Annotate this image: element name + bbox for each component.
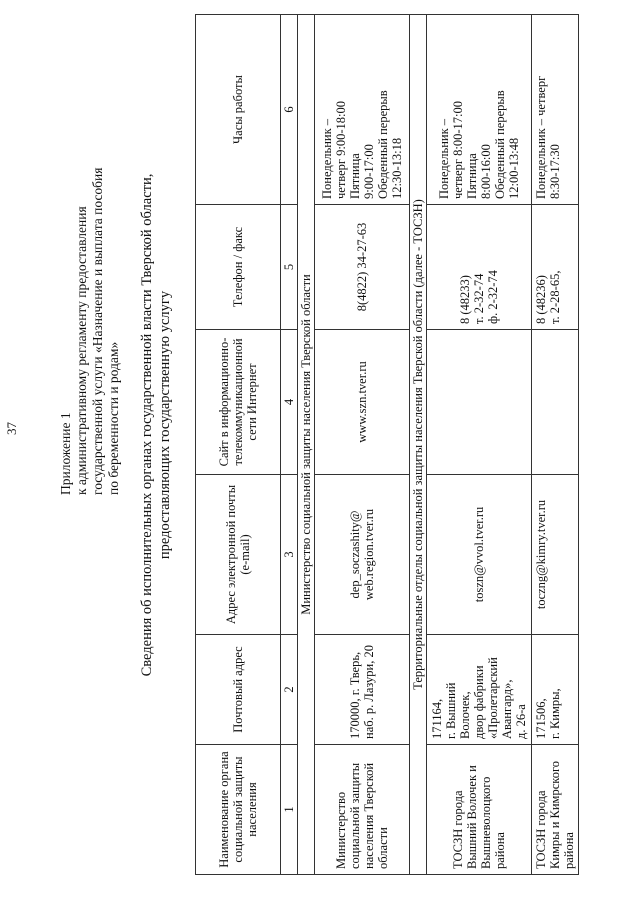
table-row bbox=[315, 15, 410, 875]
cell-phone: 8(4822) 34-27-63 bbox=[315, 205, 410, 330]
header-cell: Сайт в информационно-телекоммуникационной сети Интернет bbox=[196, 330, 281, 475]
section-row bbox=[298, 15, 315, 875]
header-cell: Часы работы bbox=[196, 15, 281, 205]
cell-name: Министерство социальной защиты населения Тверской области bbox=[315, 745, 410, 875]
appendix-line: по беременности и родам» bbox=[106, 341, 121, 495]
appendix-block bbox=[58, 15, 122, 495]
cell-phone: 8 (48233) т. 2-32-74 ф. 2-32-74 bbox=[427, 205, 532, 330]
authorities-table bbox=[195, 14, 579, 875]
column-number-row bbox=[281, 15, 298, 875]
heading-line: предоставляющих государственную услугу bbox=[157, 290, 173, 560]
cell-address: 171506, г. Кимры, bbox=[532, 635, 579, 745]
section-title: Министерство социальной защиты населения Тверской области bbox=[298, 15, 315, 875]
column-number: 1 bbox=[281, 745, 298, 875]
table-row bbox=[427, 15, 532, 875]
cell-hours: Понедельник – четверг 8:00-17:00 Пятница 8:00-16:00 Обеденный перерыв 12:00-13:48 bbox=[427, 15, 532, 205]
cell-name: ТОСЗН города Кимры и Кимрского района bbox=[532, 745, 579, 875]
cell-phone: 8 (48236) т. 2-28-65, bbox=[532, 205, 579, 330]
cell-site bbox=[532, 330, 579, 475]
header-cell: Наименование органа социальной защиты населения bbox=[196, 745, 281, 875]
cell-email: toszn@vvol.tver.ru bbox=[427, 475, 532, 635]
column-number: 5 bbox=[281, 205, 298, 330]
table-row bbox=[532, 15, 579, 875]
header-cell: Почтовый адрес bbox=[196, 635, 281, 745]
cell-hours: Понедельник – четверг 8:30-17:30 bbox=[532, 15, 579, 205]
appendix-line: государственной услуги «Назначение и выплата пособия bbox=[90, 167, 105, 495]
section-row bbox=[410, 15, 427, 875]
document-heading bbox=[138, 85, 174, 765]
cell-name: ТОСЗН города Вышний Волочек и Вышневолоцкого района bbox=[427, 745, 532, 875]
column-number: 3 bbox=[281, 475, 298, 635]
header-cell: Адрес электронной почты (e-mail) bbox=[196, 475, 281, 635]
cell-site: www.szn.tver.ru bbox=[315, 330, 410, 475]
table-header-row bbox=[196, 15, 281, 875]
column-number: 4 bbox=[281, 330, 298, 475]
cell-address: 170000, г. Тверь, наб. р. Лазури, 20 bbox=[315, 635, 410, 745]
appendix-line: к административному регламенту предоставления bbox=[74, 206, 89, 495]
page-number: 37 bbox=[4, 422, 19, 435]
column-number: 6 bbox=[281, 15, 298, 205]
cell-email: dep_soczashity@ web.region.tver.ru bbox=[315, 475, 410, 635]
cell-email: toczng@kimry.tver.ru bbox=[532, 475, 579, 635]
cell-address: 171164, г. Вышний Волочек, двор фабрики «Пролетарский Авангард», д. 26-а bbox=[427, 635, 532, 745]
column-number: 2 bbox=[281, 635, 298, 745]
cell-hours: Понедельник – четверг 9:00-18:00 Пятница 9:00-17:00 Обеденный перерыв 12:30-13:18 bbox=[315, 15, 410, 205]
heading-line: Сведения об исполнительных органах государственной власти Тверской области, bbox=[139, 173, 155, 677]
appendix-line: Приложение 1 bbox=[58, 412, 73, 495]
header-cell: Телефон / факс bbox=[196, 205, 281, 330]
cell-site bbox=[427, 330, 532, 475]
section-title: Территориальные отделы социальной защиты населения Тверской области (далее - ТОСЗН) bbox=[410, 15, 427, 875]
